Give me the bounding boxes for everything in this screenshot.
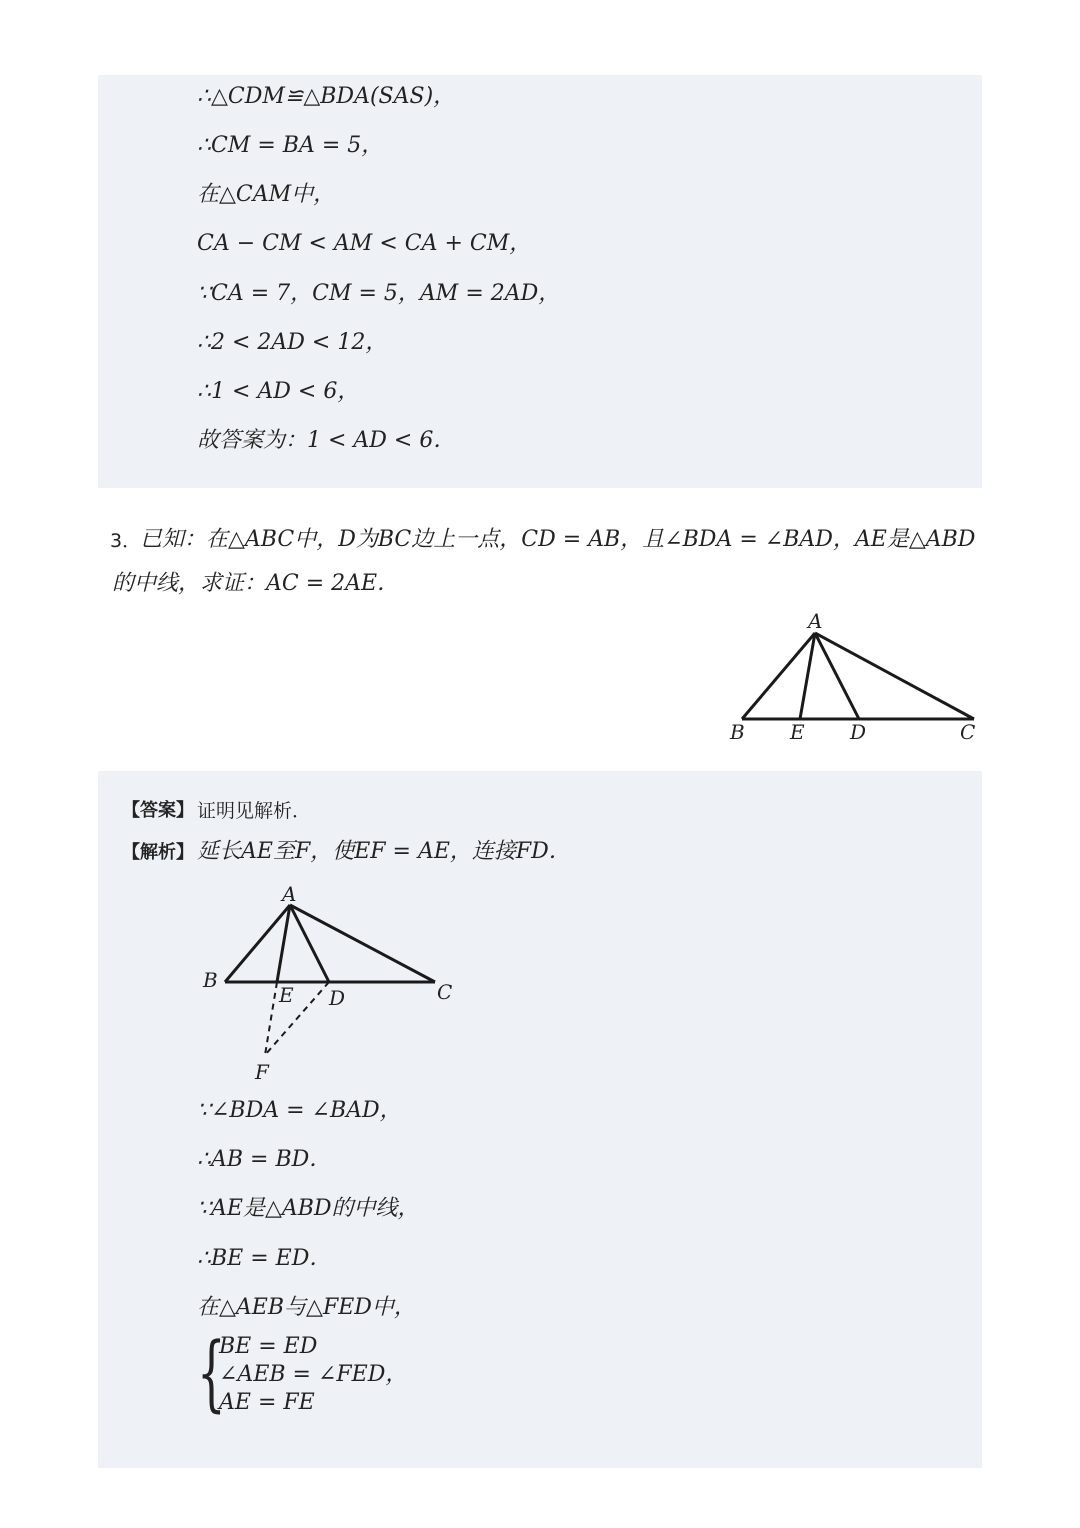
solution-step-3: ∵AE是△ABD的中线， bbox=[197, 1196, 420, 1221]
analysis-tag: 【解析】 bbox=[122, 842, 194, 863]
proof-line-2: ∴CM = BA = 5， bbox=[197, 133, 384, 158]
system-line-2: ∠AEB = ∠FED， bbox=[219, 1362, 408, 1387]
label-B: B bbox=[203, 968, 218, 992]
label-D: D bbox=[329, 986, 346, 1010]
label-E: E bbox=[279, 983, 294, 1007]
problem-triangle-figure bbox=[720, 605, 1000, 750]
label-A: A bbox=[808, 609, 823, 633]
proof-line-3: 在△CAM中， bbox=[197, 182, 336, 207]
label-E: E bbox=[790, 720, 805, 744]
label-F: F bbox=[255, 1060, 269, 1084]
analysis-text: 延长AE至F，使EF = AE，连接FD． bbox=[197, 839, 571, 864]
system-line-3: AE = FE bbox=[219, 1390, 315, 1415]
final-answer-line: 故答案为：1 < AD < 6． bbox=[197, 428, 456, 453]
label-D: D bbox=[850, 720, 867, 744]
label-A: A bbox=[282, 882, 297, 906]
left-brace: { bbox=[197, 1326, 226, 1421]
answer-text: 证明见解析． bbox=[197, 800, 312, 822]
proof-line-5: ∵CA = 7，CM = 5，AM = 2AD， bbox=[197, 281, 561, 306]
problem-number: 3． bbox=[110, 530, 142, 552]
solution-step-2: ∴AB = BD． bbox=[197, 1147, 332, 1172]
proof-line-1: ∴△CDM≌△BDA(SAS)， bbox=[197, 84, 456, 109]
proof-line-4: CA − CM < AM < CA + CM， bbox=[197, 231, 532, 256]
answer-tag: 【答案】 bbox=[122, 800, 194, 821]
system-line-1: BE = ED bbox=[219, 1334, 318, 1359]
label-B: B bbox=[730, 720, 745, 744]
solution-step-4: ∴BE = ED． bbox=[197, 1246, 332, 1271]
solution-step-5: 在△AEB与△FED中， bbox=[197, 1295, 416, 1320]
label-C: C bbox=[960, 720, 976, 744]
label-C: C bbox=[437, 980, 453, 1004]
problem-statement-line-2: 的中线，求证：AC = 2AE． bbox=[112, 571, 400, 596]
problem-statement-line-1: 已知：在△ABC中，D为BC边上一点，CD = AB，且∠BDA = ∠BAD，AE是△ABD bbox=[140, 527, 976, 552]
proof-line-6: ∴2 < 2AD < 12， bbox=[197, 330, 388, 355]
solution-triangle-figure bbox=[195, 878, 475, 1088]
solution-step-1: ∵∠BDA = ∠BAD， bbox=[197, 1098, 402, 1123]
proof-line-7: ∴1 < AD < 6， bbox=[197, 379, 360, 404]
